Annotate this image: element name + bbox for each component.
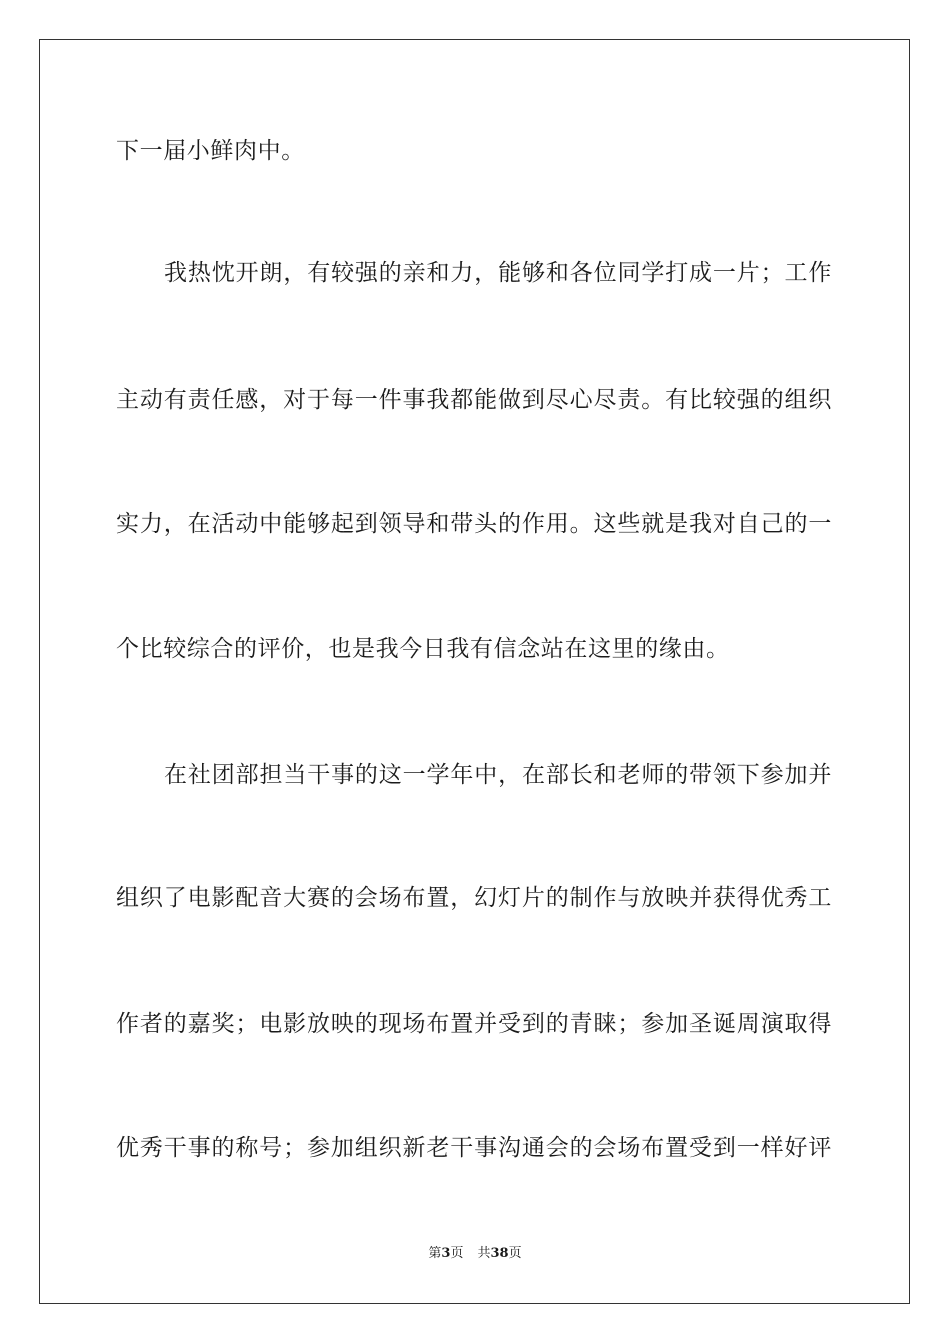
page-footer <box>0 1246 950 1262</box>
footer-page-number: 3 <box>441 1246 451 1261</box>
footer-page-prefix: 第 <box>428 1246 442 1261</box>
paragraph-line: 作者的嘉奖；电影放映的现场布置并受到的青睐；参加圣诞周演取得 <box>116 1011 832 1037</box>
page-border <box>39 39 910 1304</box>
paragraph-line: 个比较综合的评价，也是我今日我有信念站在这里的缘由。 <box>116 636 730 662</box>
paragraph-line: 在社团部担当干事的这一学年中，在部长和老师的带领下参加并 <box>164 762 832 788</box>
paragraph-line: 优秀干事的称号；参加组织新老干事沟通会的会场布置受到一样好评 <box>116 1135 832 1161</box>
paragraph-line: 组织了电影配音大赛的会场布置，幻灯片的制作与放映并获得优秀工 <box>116 885 832 911</box>
footer-total-prefix: 共 <box>477 1246 491 1261</box>
footer-total-suffix: 页 <box>508 1246 522 1261</box>
paragraph-line: 实力，在活动中能够起到领导和带头的作用。这些就是我对自己的一 <box>116 511 832 537</box>
paragraph-line: 我热忱开朗，有较强的亲和力，能够和各位同学打成一片；工作 <box>164 260 832 286</box>
footer-total-pages: 38 <box>490 1246 509 1261</box>
paragraph-line: 下一届小鲜肉中。 <box>116 138 305 164</box>
paragraph-line: 主动有责任感，对于每一件事我都能做到尽心尽责。有比较强的组织 <box>116 387 832 413</box>
footer-page-suffix: 页 <box>450 1246 464 1261</box>
